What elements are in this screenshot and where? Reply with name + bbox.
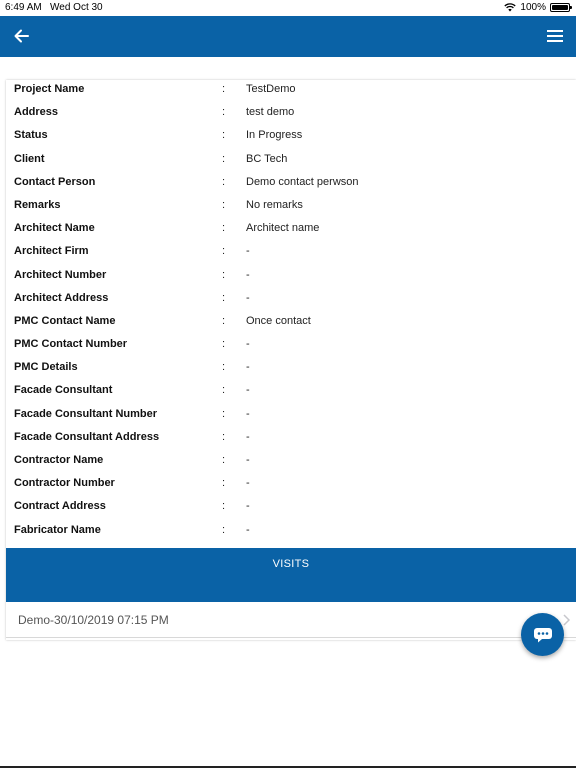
detail-label: Contractor Number	[14, 477, 115, 490]
detail-label: Architect Address	[14, 291, 109, 304]
detail-row	[6, 103, 576, 126]
detail-row	[6, 497, 576, 520]
detail-row	[6, 312, 576, 335]
detail-row	[6, 335, 576, 358]
detail-value: In Progress	[246, 129, 303, 142]
detail-separator: :	[222, 129, 226, 142]
detail-row	[6, 289, 576, 312]
status-date: Wed Oct 30	[50, 2, 103, 13]
detail-value: -	[246, 454, 250, 466]
detail-value: Once contact	[246, 314, 311, 327]
detail-row	[6, 266, 576, 289]
detail-label: Address	[14, 106, 59, 119]
detail-row	[6, 358, 576, 381]
detail-row	[6, 242, 576, 265]
detail-value: test demo	[246, 106, 295, 119]
detail-row	[6, 521, 576, 544]
detail-separator: :	[222, 106, 226, 119]
detail-row	[6, 405, 576, 428]
detail-value: -	[246, 384, 250, 397]
detail-value: -	[246, 245, 250, 258]
detail-separator: :	[222, 245, 226, 258]
detail-row	[6, 80, 576, 103]
detail-value: -	[246, 268, 250, 281]
detail-separator: :	[222, 500, 226, 513]
detail-label: Architect Firm	[14, 245, 89, 258]
detail-row	[6, 428, 576, 451]
detail-row	[6, 381, 576, 404]
app-bar	[0, 16, 576, 57]
detail-label: Status	[14, 129, 48, 142]
detail-list	[6, 80, 576, 544]
detail-value: TestDemo	[246, 83, 296, 95]
detail-value: -	[246, 430, 250, 443]
detail-label: Architect Name	[14, 222, 95, 235]
detail-label: PMC Details	[14, 361, 78, 374]
detail-value: BC Tech	[246, 152, 288, 165]
detail-row	[6, 150, 576, 173]
detail-value: -	[246, 523, 250, 536]
status-right	[504, 2, 570, 13]
detail-value: -	[246, 291, 250, 304]
detail-label: Facade Consultant Number	[14, 407, 158, 420]
detail-separator: :	[222, 175, 226, 188]
chat-fab-button[interactable]	[521, 613, 564, 656]
detail-separator: :	[222, 314, 226, 327]
visit-item[interactable]	[6, 602, 576, 638]
detail-row	[6, 196, 576, 219]
detail-row	[6, 126, 576, 149]
detail-label: Fabricator Name	[14, 523, 101, 536]
status-time: 6:49 AM	[5, 2, 42, 13]
detail-separator: :	[222, 407, 226, 420]
detail-label: PMC Contact Name	[14, 314, 116, 327]
detail-value: Architect name	[246, 222, 320, 235]
detail-row	[6, 474, 576, 497]
detail-label: Architect Number	[14, 268, 107, 281]
detail-separator: :	[222, 523, 226, 536]
detail-label: Contract Address	[14, 500, 106, 513]
detail-label: Facade Consultant	[14, 384, 113, 397]
battery-icon	[550, 3, 570, 12]
detail-separator: :	[222, 268, 226, 281]
detail-separator: :	[222, 477, 226, 490]
detail-value: Demo contact perwson	[246, 175, 359, 188]
chevron-right-icon	[562, 614, 570, 626]
detail-row	[6, 451, 576, 474]
detail-label: Project Name	[14, 83, 85, 95]
detail-value: -	[246, 500, 250, 513]
detail-row	[6, 173, 576, 196]
detail-row	[6, 219, 576, 242]
detail-separator: :	[222, 83, 226, 95]
detail-value: -	[246, 477, 250, 490]
detail-separator: :	[222, 198, 226, 211]
project-details-card	[6, 80, 576, 640]
status-bar	[0, 0, 576, 16]
detail-value: -	[246, 338, 250, 351]
visit-item-label: Demo-30/10/2019 07:15 PM	[18, 613, 169, 627]
chat-icon	[533, 627, 553, 643]
visits-header	[6, 548, 576, 602]
detail-separator: :	[222, 454, 226, 466]
detail-label: Client	[14, 152, 45, 165]
battery-percent: 100%	[520, 2, 546, 13]
detail-value: -	[246, 407, 250, 420]
detail-label: Remarks	[14, 198, 61, 211]
detail-separator: :	[222, 222, 226, 235]
arrow-left-icon[interactable]	[12, 26, 32, 46]
wifi-icon	[504, 3, 516, 12]
detail-label: Contact Person	[14, 175, 96, 188]
detail-separator: :	[222, 430, 226, 443]
detail-label: Facade Consultant Address	[14, 430, 160, 443]
detail-separator: :	[222, 291, 226, 304]
detail-separator: :	[222, 152, 226, 165]
visits-title: VISITS	[272, 558, 310, 570]
detail-separator: :	[222, 384, 226, 397]
detail-value: No remarks	[246, 198, 303, 211]
detail-separator: :	[222, 338, 226, 351]
detail-separator: :	[222, 361, 226, 374]
detail-label: PMC Contact Number	[14, 338, 128, 351]
hamburger-menu-icon[interactable]	[546, 28, 564, 44]
detail-value: -	[246, 361, 250, 374]
detail-label: Contractor Name	[14, 454, 104, 466]
